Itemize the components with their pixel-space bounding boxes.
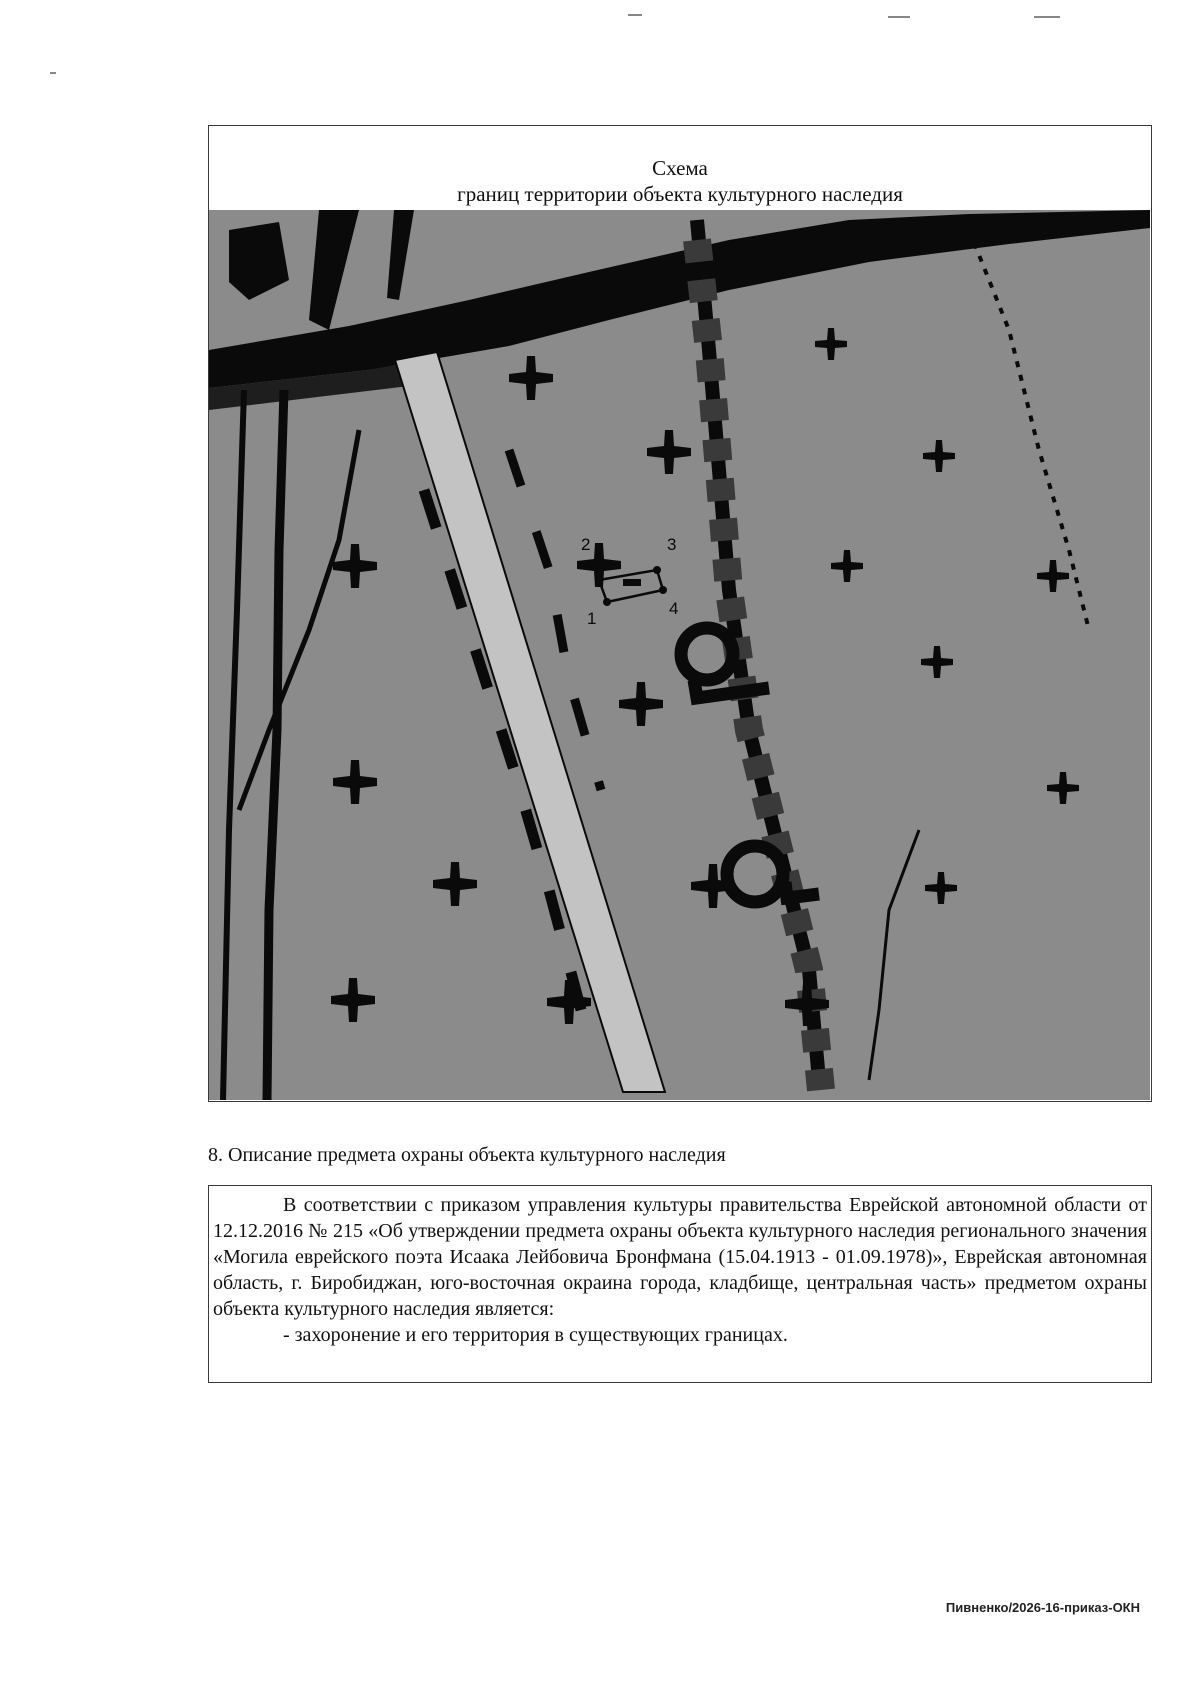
scheme-subtitle: границ территории объекта культурного наследия <box>457 182 903 206</box>
scan-mark <box>50 72 56 74</box>
document-reference: Пивненко/2026-16-приказ-ОКН <box>945 1600 1140 1615</box>
cemetery-map <box>209 210 1150 1100</box>
scheme-header <box>209 126 1151 210</box>
scan-mark <box>888 16 910 18</box>
scan-mark <box>1034 16 1060 18</box>
scan-mark <box>628 14 642 16</box>
protection-item: - захоронение и его территория в существующих границах. <box>283 1324 788 1346</box>
description-box <box>208 1185 1152 1383</box>
boundary-point-label-3: 3 <box>667 535 677 554</box>
description-paragraph: В соответствии с приказом управления культуры правительства Еврейской автономной области от 12.12.2016 № 215 «Об утверждении предмета охраны объекта культурного наследия регионального значения «Могила еврейского поэта Исаака Лейбовича Бронфмана (15.04.1913 - 01.09.1978)», Еврейская автономная область, г. Биробиджан, юго-восточная окраина города, кладбище, центральная часть» предметом охраны объекта культурного наследия является: <box>213 1194 1147 1320</box>
boundary-point-label-1: 1 <box>587 609 597 628</box>
boundary-point-label-4: 4 <box>669 599 679 618</box>
scheme-frame <box>208 125 1152 1102</box>
section-heading: 8. Описание предмета охраны объекта культурного наследия <box>208 1144 726 1166</box>
scheme-title: Схема <box>652 156 708 180</box>
boundary-point-label-2: 2 <box>581 535 591 554</box>
